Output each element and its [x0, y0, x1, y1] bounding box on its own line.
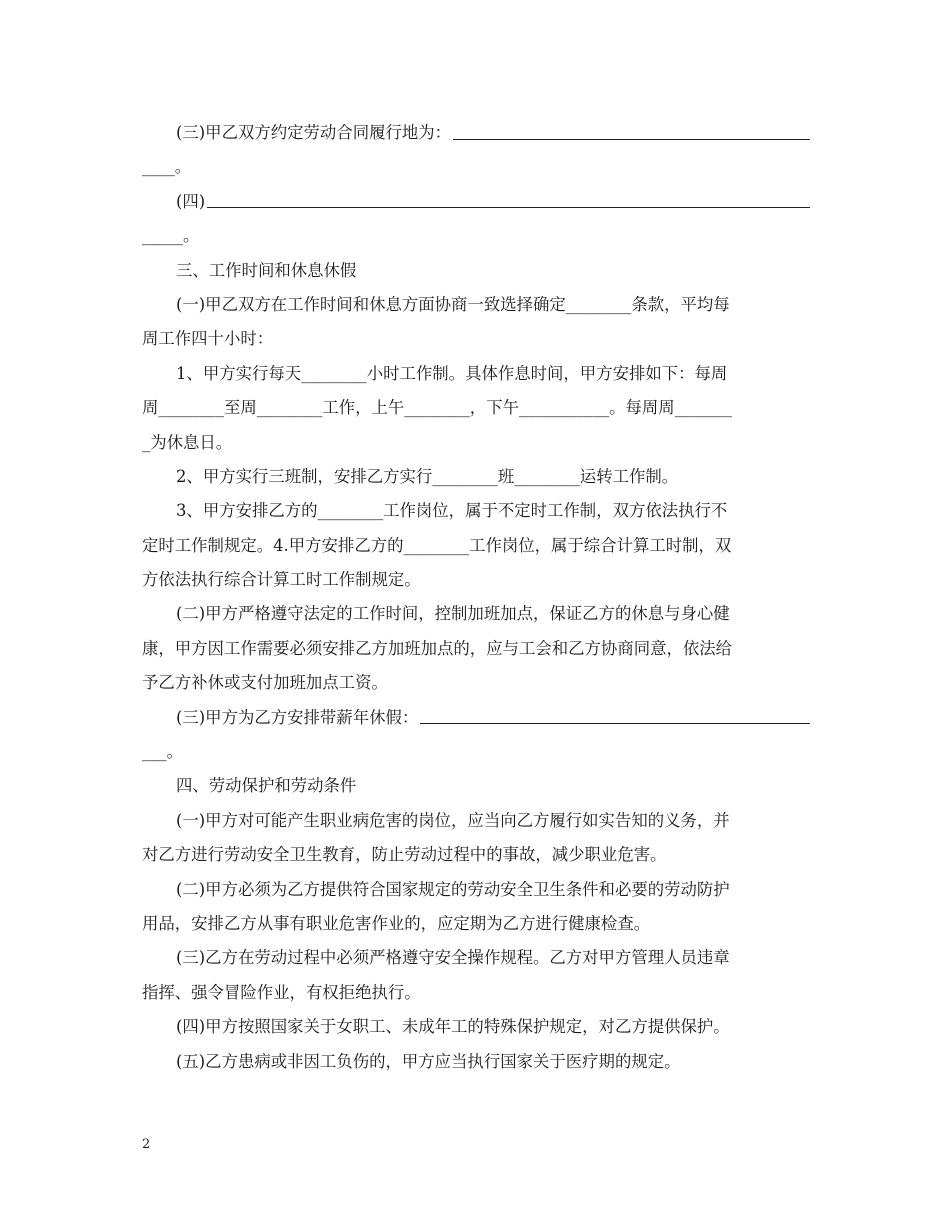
paragraph-line: 用品，安排乙方从事有职业危害作业的，应定期为乙方进行健康检查。: [142, 913, 651, 933]
paragraph-line: 指挥、强令冒险作业，有权拒绝执行。: [142, 982, 421, 1002]
paragraph-line: (三)甲乙双方约定劳动合同履行地为：: [142, 116, 810, 150]
paragraph-line: (三)甲方为乙方安排带薪年休假：: [142, 701, 810, 735]
paragraph-line: (三)乙方在劳动过程中必须严格遵守安全操作规程。乙方对甲方管理人员违章: [176, 948, 730, 968]
paragraph-line: (五)乙方患病或非因工负伤的，甲方应当执行国家关于医疗期的规定。: [176, 1051, 681, 1071]
paragraph-line: ___。: [142, 742, 183, 762]
paragraph-line: 2、甲方实行三班制，安排乙方实行________班________运转工作制。: [176, 466, 679, 486]
paragraph-line: 3、甲方安排乙方的________工作岗位，属于不定时工作制，双方依法执行不: [176, 501, 728, 521]
paragraph-line: 方依法执行综合计算工时工作制规定。: [142, 570, 421, 590]
blank-fill-line: [207, 187, 810, 208]
paragraph-line: 周________至周________工作，上午________，下午___________。每周周_______: [142, 398, 733, 418]
paragraph-line: _为休息日。: [142, 432, 233, 452]
paragraph-line: 予乙方补休或支付加班加点工资。: [142, 673, 388, 693]
paragraph-line: (一)甲方对可能产生职业病危害的岗位，应当向乙方履行如实告知的义务，并: [176, 810, 730, 830]
blank-fill-line: [420, 703, 810, 724]
paragraph-line: (二)甲方严格遵守法定的工作时间，控制加班加点，保证乙方的休息与身心健: [176, 604, 730, 624]
paragraph-line: (二)甲方必须为乙方提供符合国家规定的劳动安全卫生条件和必要的劳动防护: [176, 879, 730, 899]
paragraph-line: 对乙方进行劳动安全卫生教育，防止劳动过程中的事故，减少职业危害。: [142, 845, 667, 865]
paragraph-line: _____。: [142, 226, 200, 246]
paragraph-line: 定时工作制规定。4.甲方安排乙方的________工作岗位，属于综合计算工时制，双: [142, 535, 732, 555]
paragraph-line: (一)甲乙双方在工作时间和休息方面协商一致选择确定________条款，平均每: [176, 294, 730, 314]
paragraph-line: 周工作四十小时：: [142, 329, 274, 349]
paragraph-line: 1、甲方实行每天________小时工作制。具体作息时间，甲方安排如下：每周: [176, 363, 728, 383]
section-heading: 四、劳动保护和劳动条件: [176, 776, 357, 796]
paragraph-line: ____。: [142, 157, 192, 177]
paragraph-line: (四)甲方按照国家关于女职工、未成年工的特殊保护规定，对乙方提供保护。: [176, 1017, 730, 1037]
contract-body: [142, 116, 810, 1079]
paragraph-line: (四): [142, 185, 810, 219]
paragraph-line: 康，甲方因工作需要必须安排乙方加班加点的，应与工会和乙方协商同意，依法给: [142, 638, 733, 658]
page-number: 2: [142, 1137, 151, 1152]
section-heading: 三、工作时间和休息休假: [176, 260, 357, 280]
blank-fill-line: [453, 119, 810, 140]
